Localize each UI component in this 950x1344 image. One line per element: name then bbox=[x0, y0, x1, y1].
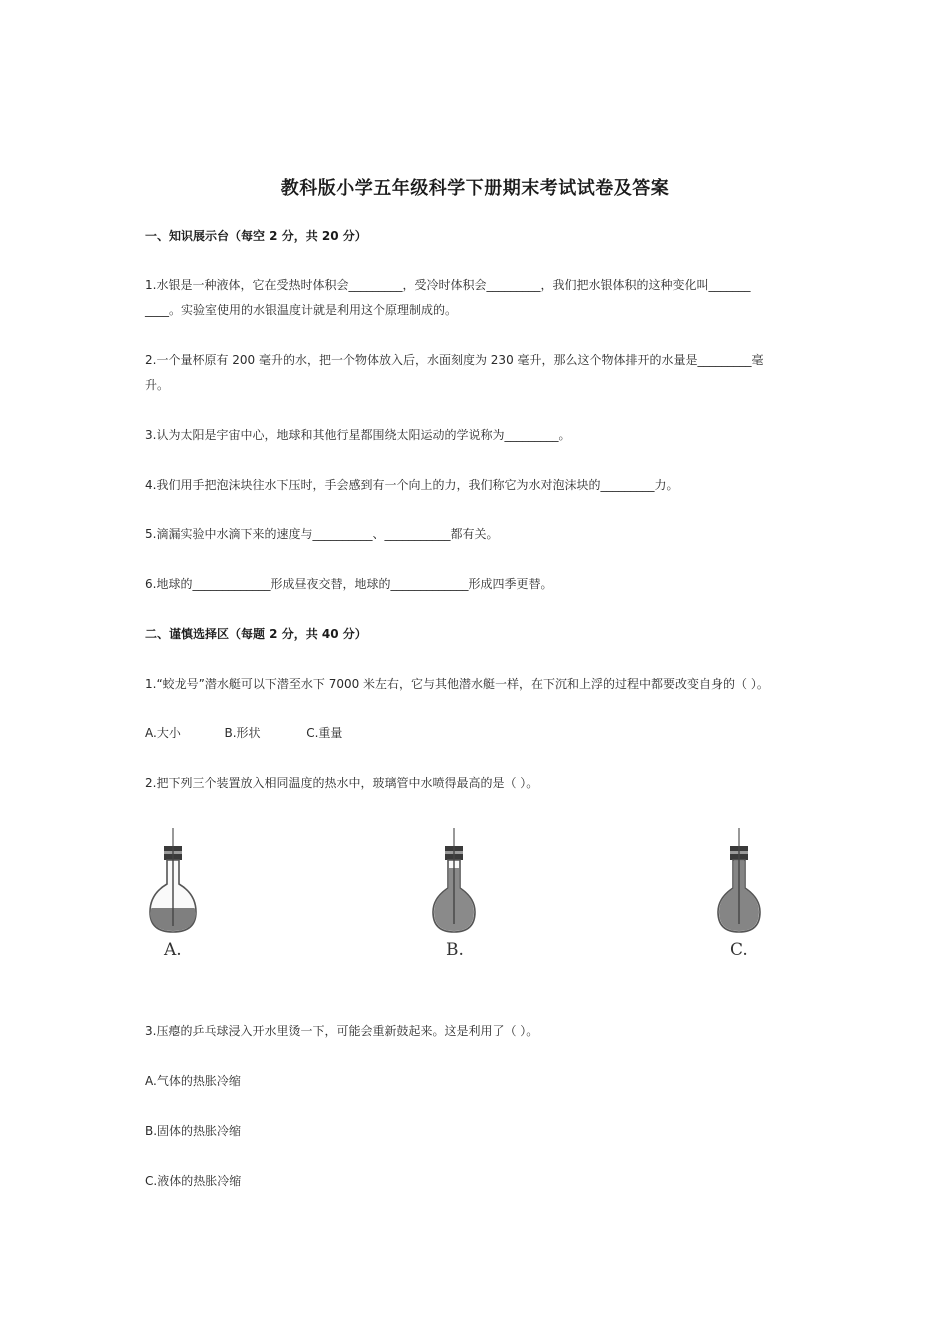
flask-b-label: B. bbox=[446, 940, 464, 960]
flask-a-label: A. bbox=[164, 940, 182, 960]
mc-question-3-option-b: B.固体的热胀冷缩 bbox=[145, 1124, 242, 1138]
mc-question-1-options bbox=[145, 724, 342, 741]
flask-b-image bbox=[423, 826, 493, 938]
section-heading-1: 一、知识展示台（每空 2 分，共 20 分） bbox=[145, 229, 367, 243]
question-4: 4.我们用手把泡沫块往水下压时，手会感到有一个向上的力，我们称它为水对泡沫块的_________力。 bbox=[145, 478, 679, 492]
flask-c-image bbox=[708, 826, 778, 938]
option-a: A.大小 bbox=[145, 726, 181, 740]
mc-question-1: 1.“蛟龙号”潜水艇可以下潜至水下 7000 米左右，它与其他潜水艇一样，在下沉和上浮的过程中都要改变自身的（ ）。 bbox=[145, 677, 769, 691]
flask-a-image bbox=[140, 826, 210, 938]
option-c: C.重量 bbox=[306, 726, 343, 740]
option-b: B.形状 bbox=[224, 726, 261, 740]
page-title: 教科版小学五年级科学下册期末考试试卷及答案 bbox=[280, 178, 670, 199]
section-heading-2: 二、谨慎选择区（每题 2 分，共 40 分） bbox=[145, 627, 367, 641]
mc-question-3-option-a: A.气体的热胀冷缩 bbox=[145, 1074, 241, 1088]
question-1-line-2: ____。实验室使用的水银温度计就是利用这个原理制成的。 bbox=[145, 303, 458, 317]
question-2-line-2: 升。 bbox=[145, 378, 170, 392]
question-5: 5.滴漏实验中水滴下来的速度与__________、___________都有关。 bbox=[145, 527, 499, 541]
mc-question-2: 2.把下列三个装置放入相同温度的热水中，玻璃管中水喷得最高的是（ ）。 bbox=[145, 776, 539, 790]
question-1-line-1: 1.水银是一种液体，它在受热时体积会_________，受冷时体积会_________，我们把水银体积的这种变化叫_______ bbox=[145, 278, 751, 292]
question-2-line-1: 2.一个量杯原有 200 毫升的水，把一个物体放入后，水面刻度为 230 毫升，那么这个物体排开的水量是_________毫 bbox=[145, 353, 764, 367]
question-3: 3.认为太阳是宇宙中心，地球和其他行星都围绕太阳运动的学说称为_________。 bbox=[145, 428, 571, 442]
question-6: 6.地球的_____________形成昼夜交替，地球的_____________形成四季更替。 bbox=[145, 577, 553, 591]
flask-c-label: C. bbox=[730, 940, 748, 960]
mc-question-3: 3.压瘪的乒乓球浸入开水里烫一下，可能会重新鼓起来。这是利用了（ ）。 bbox=[145, 1024, 539, 1038]
mc-question-3-option-c: C.液体的热胀冷缩 bbox=[145, 1174, 242, 1188]
